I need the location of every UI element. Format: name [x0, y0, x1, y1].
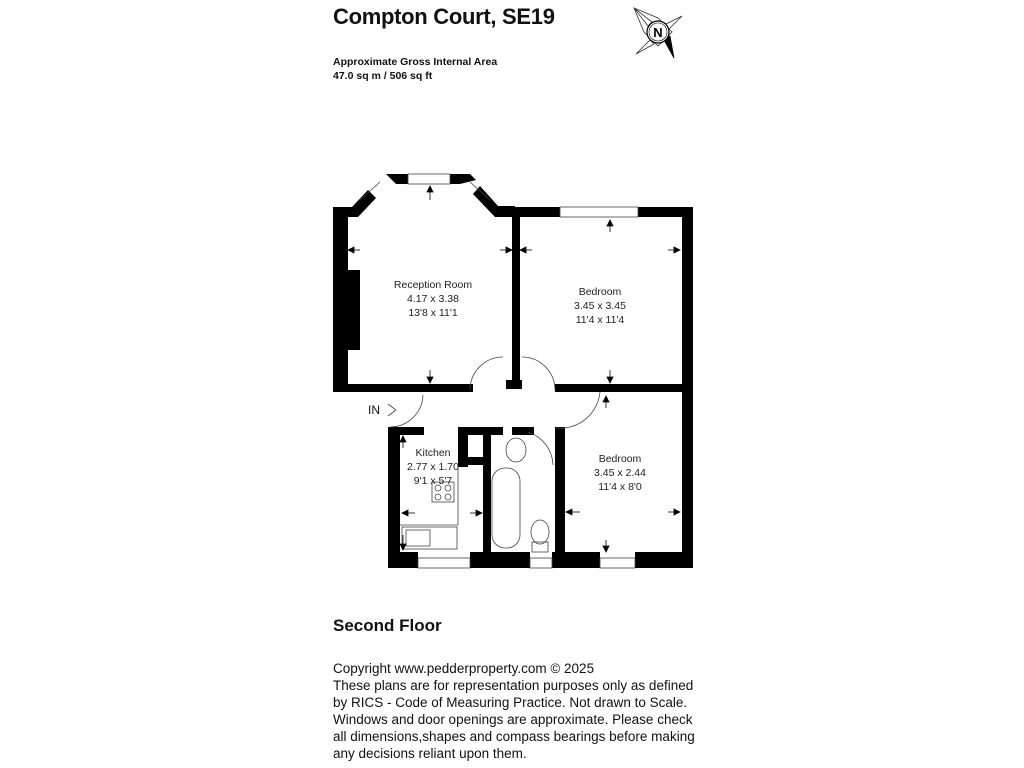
room-size-metric: 3.45 x 3.45 — [574, 300, 626, 312]
room-name: Kitchen — [415, 447, 451, 459]
room-name: Bedroom — [578, 286, 622, 298]
room-size-metric: 2.77 x 1.70 — [407, 461, 459, 473]
copyright-line: Copyright www.pedderproperty.com © 2025 — [333, 661, 595, 676]
room-bedroom-1 — [550, 285, 650, 327]
disclaimer-line: any decisions reliant upon them. — [333, 746, 527, 761]
disclaimer-line: by RICS - Code of Measuring Practice. Not drawn to Scale. — [333, 695, 688, 710]
room-name: Bedroom — [598, 453, 642, 465]
disclaimer-line: These plans are for representation purposes only as defined — [333, 678, 694, 693]
room-name: Reception Room — [393, 279, 473, 291]
room-kitchen — [398, 446, 468, 488]
north-compass-icon — [630, 4, 686, 60]
floor-name: Second Floor — [333, 616, 442, 635]
disclaimer-line: all dimensions,shapes and compass bearings before making — [333, 729, 695, 744]
property-title: Compton Court, SE19 — [333, 4, 555, 29]
room-size-metric: 3.45 x 2.44 — [594, 467, 646, 479]
area-value: 47.0 sq m / 506 sq ft — [333, 70, 433, 82]
area-label: Approximate Gross Internal Area — [333, 56, 498, 68]
room-bedroom-2 — [580, 452, 660, 494]
room-size-imperial: 13'8 x 11'1 — [408, 307, 458, 319]
room-size-imperial: 9'1 x 5'7 — [413, 475, 453, 487]
floor-plan — [330, 160, 700, 580]
svg-text:N: N — [653, 25, 663, 40]
room-size-imperial: 11'4 x 11'4 — [575, 314, 625, 326]
room-size-metric: 4.17 x 3.38 — [407, 293, 459, 305]
disclaimer-line: Windows and door openings are approximate. Please check — [333, 712, 693, 727]
disclaimer — [333, 660, 733, 762]
entrance-label: IN — [368, 403, 380, 417]
room-size-imperial: 11'4 x 8'0 — [598, 481, 642, 493]
room-reception — [378, 278, 488, 320]
floor-plan-drawing — [330, 160, 700, 580]
